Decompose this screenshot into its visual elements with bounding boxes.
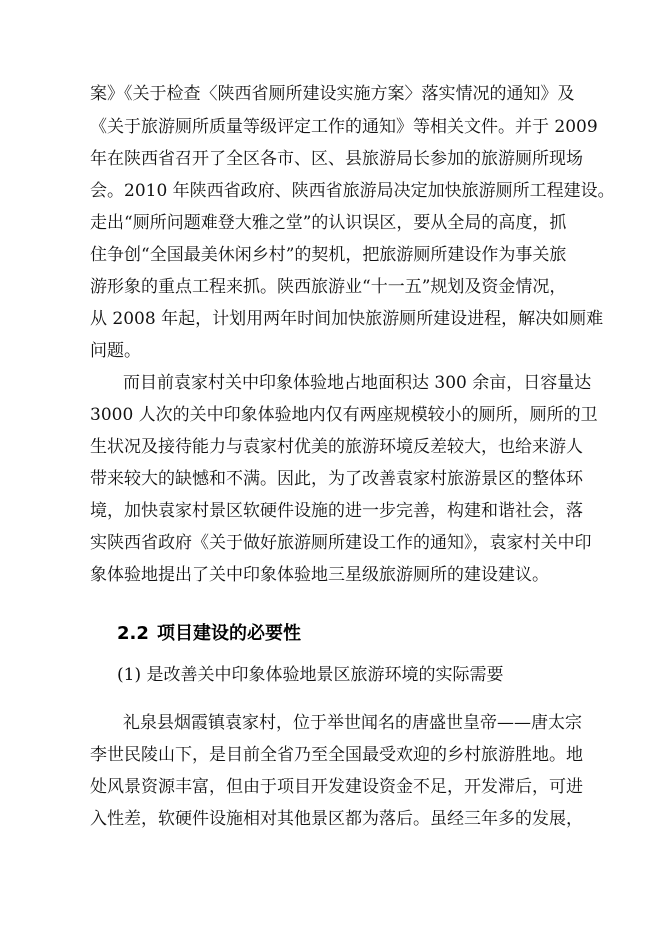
section-title: 项目建设的必要性 — [157, 623, 301, 644]
paragraph-line: 实陕西省政府《关于做好旅游厕所建设工作的通知》，袁家村关中印 — [90, 533, 592, 553]
paragraph-line: 走出“厕所问题难登大雅之堂”的认识误区，要从全局的高度，抓 — [90, 213, 567, 233]
paragraph-line: 李世民陵山下，是目前全省乃至全国最受欢迎的乡村旅游胜地。地 — [90, 745, 583, 765]
paragraph-line: 境，加快袁家村景区软硬件设施的进一步完善，构建和谐社会，落 — [90, 501, 583, 521]
paragraph-line: 礼泉县烟霞镇袁家村，位于举世闻名的唐盛世皇帝——唐太宗 — [123, 713, 582, 733]
section-heading — [117, 623, 301, 645]
paragraph-line: 处风景资源丰富，但由于项目开发建设资金不足，开发滞后，可进 — [90, 777, 583, 797]
paragraph-line: 生状况及接待能力与袁家村优美的旅游环境反差较大，也给来游人 — [90, 437, 583, 457]
subsection-heading: (1) 是改善关中印象体验地景区旅游环境的实际需要 — [117, 665, 504, 685]
paragraph-line: 3000 人次的关中印象体验地内仅有两座规模较小的厕所，厕所的卫 — [90, 405, 598, 425]
paragraph-line: 住争创“全国最美休闲乡村”的契机，把旅游厕所建设作为事关旅 — [90, 245, 567, 265]
paragraph-line: 游形象的重点工程来抓。陕西旅游业“十一五”规划及资金情况， — [90, 277, 567, 297]
paragraph-line: 而目前袁家村关中印象体验地占地面积达 300 余亩，日容量达 — [123, 373, 592, 393]
paragraph-line: 案》《关于检查〈陕西省厕所建设实施方案〉落实情况的通知》及 — [90, 84, 575, 104]
paragraph-line: 问题。 — [90, 341, 141, 361]
paragraph-line: 年在陕西省召开了全区各市、区、县旅游局长参加的旅游厕所现场 — [90, 149, 583, 169]
paragraph-line: 带来较大的缺憾和不满。因此，为了改善袁家村旅游景区的整体环 — [90, 469, 583, 489]
paragraph-line: 象体验地提出了关中印象体验地三星级旅游厕所的建设建议。 — [90, 565, 549, 585]
paragraph-line: 《关于旅游厕所质量等级评定工作的通知》等相关文件。并于 2009 — [90, 117, 598, 137]
paragraph-line: 入性差，软硬件设施相对其他景区都为落后。虽经三年多的发展， — [90, 809, 583, 829]
section-number: 2.2 — [117, 623, 149, 644]
paragraph-line: 会。2010 年陕西省政府、陕西省旅游局决定加快旅游厕所工程建设。 — [90, 181, 615, 201]
paragraph-line: 从 2008 年起，计划用两年时间加快旅游厕所建设进程，解决如厕难 — [90, 309, 604, 329]
